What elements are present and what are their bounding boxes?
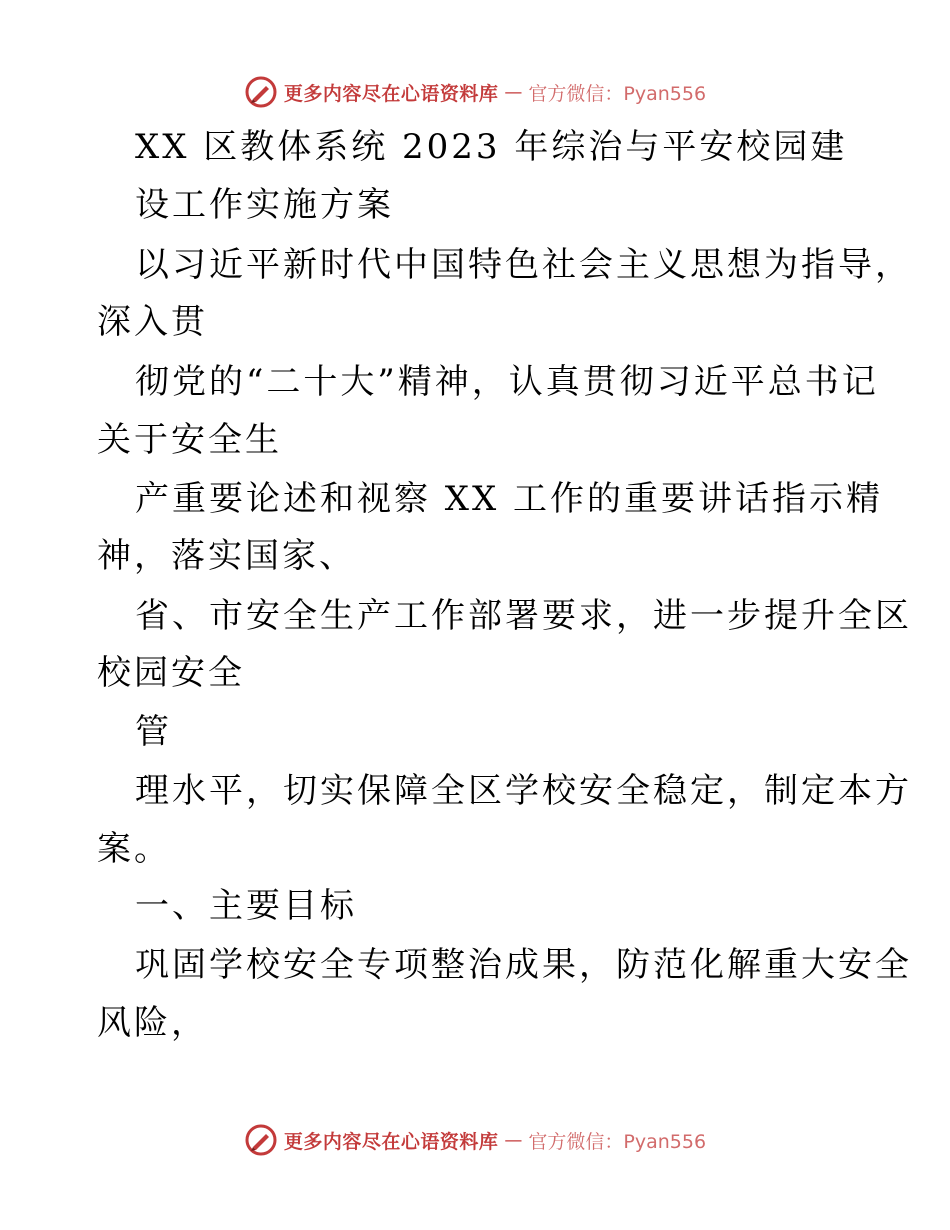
pen-logo-icon <box>244 1123 278 1157</box>
pen-logo-icon <box>244 75 278 109</box>
body-line: 关于安全生 <box>97 420 282 460</box>
body-line: 案。 <box>97 829 171 869</box>
body-line: 产重要论述和视察 XX 工作的重要讲话指示精 <box>135 479 884 519</box>
body-line: 风险， <box>97 1003 208 1043</box>
body-line: 深入贯 <box>97 302 208 342</box>
body-line: 省、市安全生产工作部署要求，进一步提升全区 <box>135 596 912 636</box>
watermark-contact-text: 官方微信：Pyan556 <box>528 82 707 105</box>
footer-watermark <box>0 1120 950 1160</box>
watermark-separator: — <box>504 81 523 103</box>
body-line: 校园安全 <box>97 653 245 693</box>
watermark-site-text: 更多内容尽在心语资料库 <box>283 1130 499 1153</box>
watermark-contact-text: 官方微信：Pyan556 <box>528 1130 707 1153</box>
body-line: 神，落实国家、 <box>97 536 356 576</box>
section-heading: 一、主要目标 <box>135 886 357 926</box>
body-line: 彻党的“二十大”精神，认真贯彻习近平总书记 <box>135 362 879 402</box>
body-line: 以习近平新时代中国特色社会主义思想为指导， <box>135 245 912 285</box>
document-title-line-1: XX 区教体系统 2023 年综治与平安校园建 <box>135 127 848 167</box>
watermark-separator: — <box>504 1129 523 1151</box>
body-line: 巩固学校安全专项整治成果，防范化解重大安全 <box>135 945 912 985</box>
header-watermark <box>0 72 950 112</box>
watermark-site-text: 更多内容尽在心语资料库 <box>283 82 499 105</box>
document-title-line-2: 设工作实施方案 <box>135 185 394 225</box>
body-line: 理水平，切实保障全区学校安全稳定，制定本方 <box>135 771 912 811</box>
body-line: 管 <box>135 712 172 752</box>
